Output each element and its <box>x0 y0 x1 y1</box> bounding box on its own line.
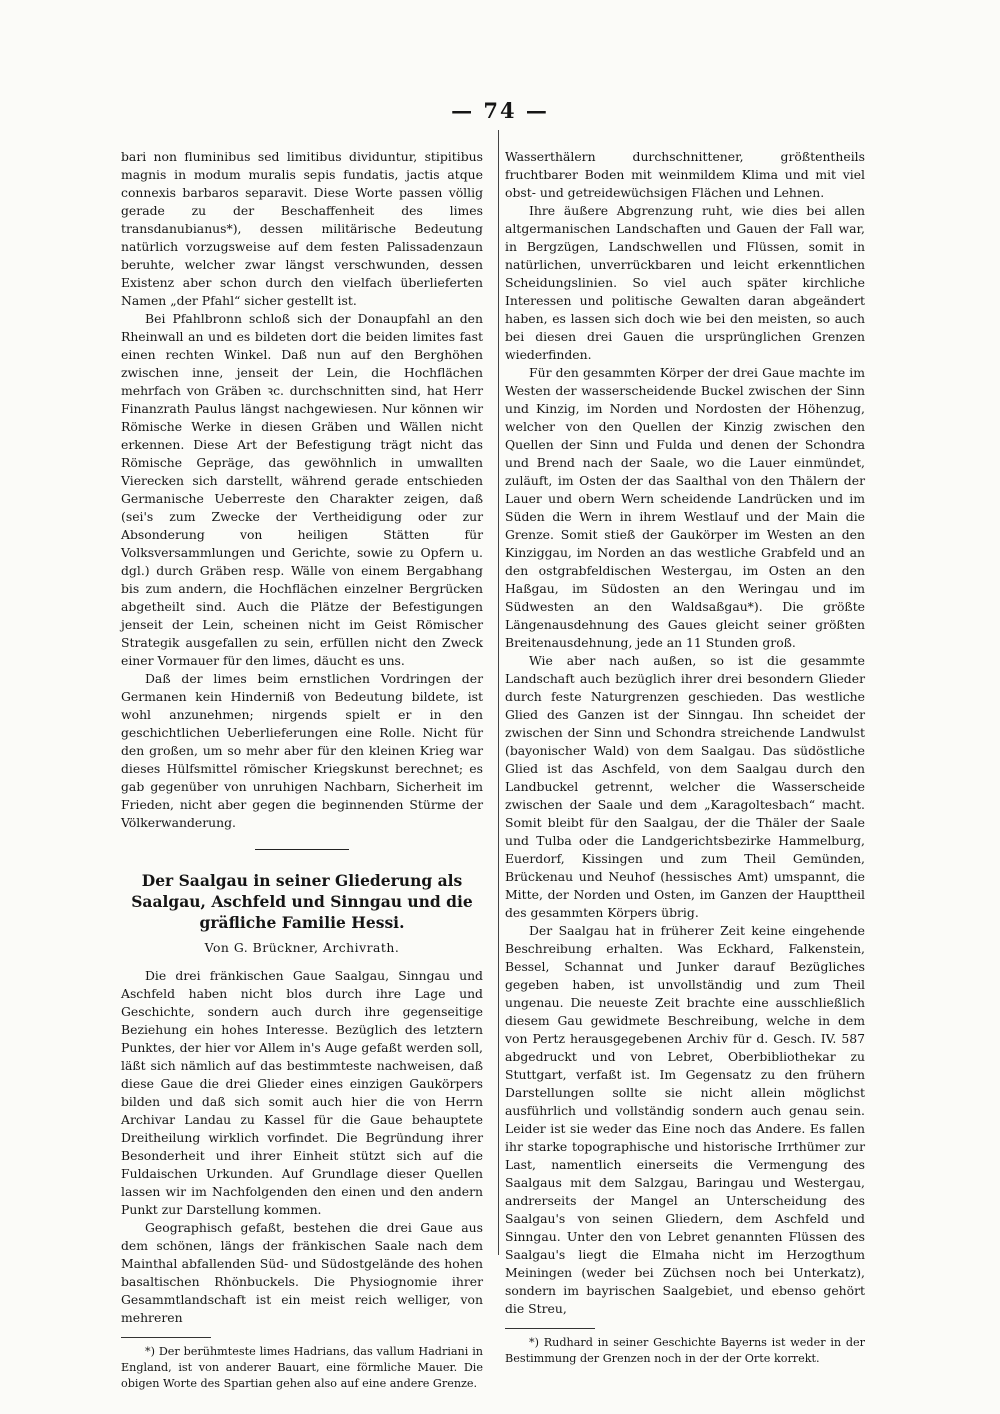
section-title: Der Saalgau in seiner Gliederung als Saalgau, Aschfeld und Sinngau und die gräfliche Familie Hessi. <box>131 871 473 932</box>
paragraph: Für den gesammten Körper der drei Gaue machte im Westen der wasserscheidende Buckel zwischen der Sinn und Kinzig, im Norden und Nordosten der Höhenzug, welcher von den Quellen der Kinzig zwischen den Quellen der Sinn und Fulda und denen der Schondra und Brend nach der Saale, wo die Lauer einmündet, zuläuft, im Osten der das Saalthal von den Thälern der Lauer und obern Wern scheidende Landrücken und im Süden die Wern in ihrem Westlauf und der Main die Grenze. Somit stieß der Gaukörper im Westen an den Kinziggau, im Norden an das westliche Grabfeld und an den ostgrabfeldischen Westergau, im Osten an den Haßgau, im Südosten an den Weringau und im Südwesten an den Waldsaßgau*). Die größte Längenausdehnung des Gaues gleicht seiner größten Breitenausdehnung, jede an 11 Stunden groß. <box>505 365 865 650</box>
paragraph: Bei Pfahlbronn schloß sich der Donaupfahl an den Rheinwall an und es bildeten dort die beiden limites fast einen rechten Winkel. Daß nun auf den Berghöhen zwischen inne, jenseit der Lein, die Hochflächen mehrfach von Gräben ꝛc. durchschnitten sind, hat Herr Finanzrath Paulus längst nachgewiesen. Nur können wir Römische Werke in diesen Gräben und Wällen nicht erkennen. Diese Art der Befestigung trägt nicht das Römische Gepräge, das gewöhnlich in umwallten Vierecken sich darstellt, während gerade entschieden Germanische Ueberreste den Charakter zeigen, daß (sei's zum Zwecke der Vertheidigung oder zur Absonderung von heiligen Stätten für Volksversammlungen und Gerichte, sowie zu Opfern u. dgl.) durch Gräben resp. Wälle von einem Bergabhang bis zum andern, die Hochflächen einzelner Bergrücken abgetheilt sind. Auch die Plätze der Befestigungen jenseit der Lein, scheinen nicht im Geist Römischer Strategik ausgefallen zu sein, erfüllen nicht den Zweck einer Vormauer für den limes, däucht es uns. <box>121 311 483 668</box>
column-divider <box>498 130 499 1255</box>
paragraph: Wie aber nach außen, so ist die gesammte Landschaft auch bezüglich ihrer drei besondern Glieder durch feste Naturgrenzen geschieden. Das westliche Glied des Ganzen ist der Sinngau. Ihn scheidet der zwischen der Sinn und Schondra streichende Landwulst (bayonischer Wald) von dem Saalgau. Das südöstliche Glied ist das Aschfeld, von dem Saalgau durch den Landbuckel getrennt, welcher die Wasserscheide zwischen der Saale und dem „Karagoltesbach“ macht. Somit bleibt für den Saalgau, der die Thäler der Saale und Tulba oder die Landgerichtsbezirke Hammelburg, Euerdorf, Kissingen und zum Theil Gemünden, Brückenau und Neuhof (hessisches Amt) umspannt, die Mitte, der Norden und Osten, im Ganzen der Haupttheil des gesammten Körpers übrig. <box>505 653 865 920</box>
paragraph: Die drei fränkischen Gaue Saalgau, Sinngau und Aschfeld haben nicht blos durch ihre Lage und Geschichte, sondern auch durch ihre gegenseitige Beziehung ein hohes Interesse. Bezüglich des letztern Punktes, der hier vor Allem in's Auge gefaßt werden soll, läßt sich nämlich auf das bestimmteste nachweisen, daß diese Gaue die drei Glieder eines einzigen Gaukörpers bilden und daß sich somit auch hier die von Herrn Archivar Landau zu Kassel für die Gaue behauptete Dreitheilung wirklich vorfindet. Die Begründung ihrer Besonderheit und ihrer Einheit stützt sich auf die Fuldaischen Urkunden. Auf Grundlage dieser Quellen lassen wir im Nachfolgenden den einen und den andern Punkt zur Darstellung kommen. <box>121 968 483 1217</box>
footnote: *) Der berühmteste limes Hadrians, das vallum Hadriani in England, ist von anderer Bauart, eine förmliche Mauer. Die obigen Worte des Spartian gehen also auf eine andere Grenze. <box>121 1345 483 1390</box>
page-number: — 74 — <box>451 98 549 123</box>
footnote-rule <box>121 1337 211 1338</box>
paragraph: Wasserthälern durchschnittener, größtentheils fruchtbarer Boden mit weinmildem Klima und mit viel obst- und getreidewüchsigen Flächen und Lehnen. <box>505 149 865 200</box>
footnote-rule <box>505 1328 595 1329</box>
right-column <box>505 148 865 1367</box>
footnote: *) Rudhard in seiner Geschichte Bayerns ist weder in der Bestimmung der Grenzen noch in der der Orte korrekt. <box>505 1336 865 1365</box>
paragraph: Geographisch gefaßt, bestehen die drei Gaue aus dem schönen, längs der fränkischen Saale nach dem Mainthal abfallenden Süd- und Südostgelände des hohen basaltischen Rhönbuckels. Die Physiognomie ihrer Gesammtlandschaft ist ein meist reich welliger, von mehreren <box>121 1220 483 1325</box>
paragraph: Der Saalgau hat in früherer Zeit keine eingehende Beschreibung erhalten. Was Eckhard, Falkenstein, Bessel, Schannat und Junker darauf Bezügliches gegeben haben, ist unvollständig und zum Theil ungenau. Die neueste Zeit brachte eine ausschließlich diesem Gau gewidmete Beschreibung, welche in dem von Pertz herausgegebenen Archiv für d. Gesch. IV. 587 abgedruckt und von Lebret, Oberbibliothekar zu Stuttgart, verfaßt ist. Im Gegensatz zu den frühern Darstellungen sollte sie nicht allein möglichst ausführlich und vollständig sondern auch genau sein. Leider ist sie weder das Eine noch das Andere. Es fallen ihr starke topographische und historische Irrthümer zur Last, namentlich einerseits die Vermengung des Saalgaus mit dem Salzgau, Baringau und Westergau, andrerseits der Mangel an Unterscheidung des Saalgau's von seinen Gliedern, dem Aschfeld und Sinngau. Unter den von Lebret genannten Flüssen des Saalgau's liegt die Elmaha nicht im Herzogthum Meiningen (weder bei Züchsen noch bei Unterkatz), sondern im bayrischen Saalgebiet, und ebenso gehört die Streu, <box>505 923 865 1316</box>
paragraph: Daß der limes beim ernstlichen Vordringen der Germanen kein Hinderniß von Bedeutung bildete, ist wohl anzunehmen; nirgends spielt er in den geschichtlichen Ueberlieferungen eine Rolle. Nicht für den großen, um so mehr aber für den kleinen Krieg war dieses Hülfsmittel römischer Kriegskunst berechnet; es gab gegenüber von unruhigen Nachbarn, Sicherheit im Frieden, nicht aber gegen die beginnenden Stürme der Völkerwanderung. <box>121 671 483 830</box>
paragraph: bari non fluminibus sed limitibus dividuntur, stipitibus magnis in modum muralis sepis fundatis, jactis atque connexis barbaros separavit. Diese Worte passen völlig gerade zu der Beschaffenheit des limes transdanubianus*), dessen militärische Bedeutung natürlich vorzugsweise auf dem festen Palissadenzaun beruhte, welcher zwar längst verschwunden, dessen Existenz aber schon durch den vielfach überlieferten Namen „der Pfahl“ sicher gestellt ist. <box>121 149 483 308</box>
paragraph: Ihre äußere Abgrenzung ruht, wie dies bei allen altgermanischen Landschaften und Gauen der Fall war, in Bergzügen, Landschwellen und Flüssen, somit in natürlichen, unverrückbaren und leicht erkenntlichen Scheidungslinien. So viel auch später kirchliche Interessen und politische Gewalten daran abgeändert haben, es lassen sich doch wie bei den meisten, so auch bei diesen drei Gauen die ursprünglichen Grenzen wiederfinden. <box>505 203 865 362</box>
section-separator <box>255 849 349 850</box>
byline: Von G. Brückner, Archivrath. <box>204 940 400 955</box>
left-column <box>121 148 483 1392</box>
